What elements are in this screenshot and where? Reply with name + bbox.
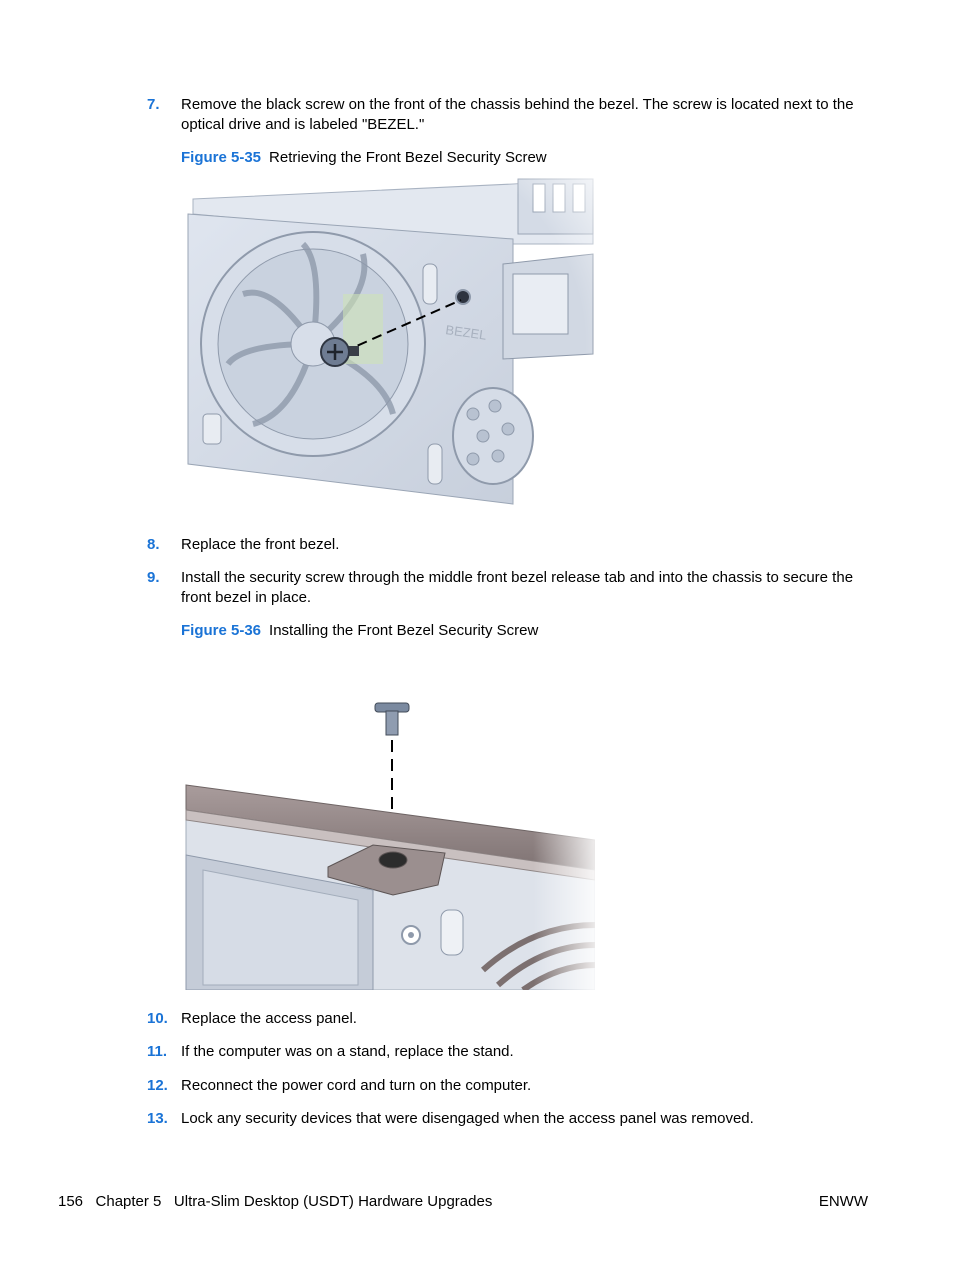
step-text: Remove the black screw on the front of the chassis behind the bezel. The screw is located next to the optical drive and is labeled "BEZEL."	[181, 96, 854, 133]
step-text: Reconnect the power cord and turn on the computer.	[181, 1077, 532, 1094]
step-number: 12.	[147, 1077, 168, 1094]
step-text: Replace the front bezel.	[181, 536, 340, 553]
step-number: 13.	[147, 1110, 168, 1127]
figure-caption	[181, 148, 547, 168]
step-text: Lock any security devices that were disengaged when the access panel was removed.	[181, 1110, 754, 1127]
figure-caption	[181, 621, 538, 641]
step-number: 9.	[147, 569, 160, 586]
figure-label: Figure 5-36	[181, 622, 262, 639]
step-text: Install the security screw through the middle front bezel release tab and into the chassis to secure the front bezel in place.	[181, 569, 854, 606]
step-number: 10.	[147, 1010, 168, 1027]
step-text: Replace the access panel.	[181, 1010, 357, 1027]
figure-title: Installing the Front Bezel Security Screw	[269, 622, 539, 639]
step-text: If the computer was on a stand, replace the stand.	[181, 1043, 514, 1060]
figure-label: Figure 5-35	[181, 149, 262, 166]
footer-chapter: 156 Chapter 5 Ultra-Slim Desktop (USDT) Hardware Upgrades	[58, 1193, 493, 1210]
step-number: 7.	[147, 96, 160, 113]
step-number: 11.	[147, 1043, 168, 1060]
footer-doc-id: ENWW	[818, 1193, 868, 1210]
figure-title: Retrieving the Front Bezel Security Screw	[269, 149, 547, 166]
figure-5-35-illustration	[183, 174, 595, 514]
step-number: 8.	[147, 536, 160, 553]
figure-5-36-illustration	[183, 695, 595, 990]
